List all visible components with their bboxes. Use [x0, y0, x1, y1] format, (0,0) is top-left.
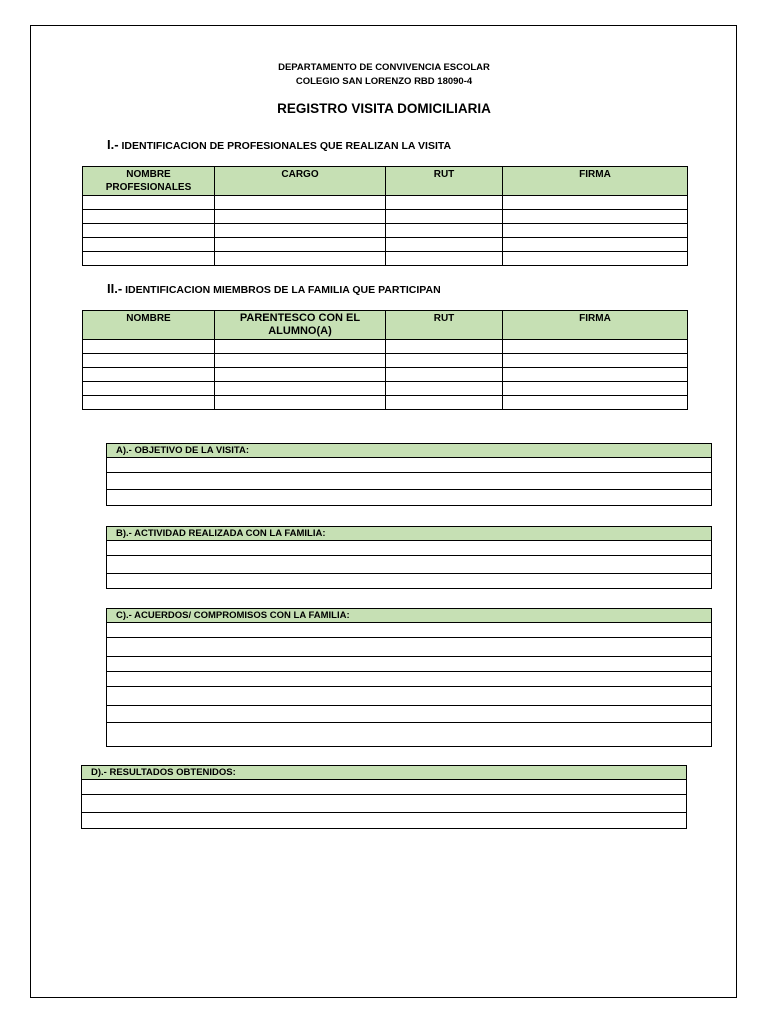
table-row — [83, 368, 688, 382]
table-header-row — [83, 311, 688, 340]
table-cell[interactable] — [215, 224, 386, 238]
column-header: FIRMA — [503, 311, 688, 340]
section1-heading-text: IDENTIFICACION DE PROFESIONALES QUE REALIZAN LA VISITA — [121, 140, 452, 152]
table-cell[interactable] — [503, 238, 688, 252]
table-cell[interactable] — [215, 210, 386, 224]
family-members-table — [82, 310, 688, 410]
table-cell[interactable] — [83, 340, 215, 354]
section2-heading — [107, 281, 441, 296]
table-row — [83, 238, 688, 252]
table-cell[interactable] — [83, 238, 215, 252]
section2-number: II.- — [107, 281, 123, 296]
table-cell[interactable] — [386, 368, 503, 382]
table-cell[interactable] — [83, 210, 215, 224]
section2-heading-text: IDENTIFICACION MIEMBROS DE LA FAMILIA QUE PARTICIPAN — [125, 284, 441, 296]
writing-line[interactable] — [107, 490, 711, 505]
writing-line[interactable] — [107, 706, 711, 723]
writing-line[interactable] — [82, 813, 686, 828]
family-activity-label: B).- ACTIVIDAD REALIZADA CON LA FAMILIA: — [107, 527, 711, 541]
table-cell[interactable] — [503, 196, 688, 210]
table-cell[interactable] — [83, 368, 215, 382]
column-header: PARENTESCO CON EL ALUMNO(A) — [215, 311, 386, 340]
section1-number: I.- — [107, 137, 119, 152]
table-cell[interactable] — [215, 368, 386, 382]
table-cell[interactable] — [215, 238, 386, 252]
table-cell[interactable] — [83, 382, 215, 396]
writing-line[interactable] — [107, 556, 711, 574]
table-row — [83, 210, 688, 224]
table-cell[interactable] — [83, 252, 215, 266]
writing-line[interactable] — [107, 574, 711, 588]
table-cell[interactable] — [83, 396, 215, 410]
table-cell[interactable] — [503, 382, 688, 396]
column-header: RUT — [386, 167, 503, 196]
table-cell[interactable] — [503, 396, 688, 410]
family-activity-box — [106, 526, 712, 589]
table-cell[interactable] — [386, 252, 503, 266]
table-cell[interactable] — [386, 224, 503, 238]
visit-objective-box — [106, 443, 712, 506]
results-label: D).- RESULTADOS OBTENIDOS: — [82, 766, 686, 780]
table-cell[interactable] — [386, 196, 503, 210]
table-cell[interactable] — [503, 210, 688, 224]
column-header: NOMBRE — [83, 311, 215, 340]
table-row — [83, 396, 688, 410]
table-row — [83, 224, 688, 238]
writing-line[interactable] — [107, 473, 711, 490]
writing-line[interactable] — [107, 458, 711, 473]
table-cell[interactable] — [503, 368, 688, 382]
table-header-row — [83, 167, 688, 196]
table-row — [83, 252, 688, 266]
table-cell[interactable] — [215, 382, 386, 396]
table-cell[interactable] — [386, 238, 503, 252]
table-cell[interactable] — [83, 224, 215, 238]
writing-line[interactable] — [107, 657, 711, 672]
table-cell[interactable] — [215, 252, 386, 266]
table-cell[interactable] — [386, 354, 503, 368]
table-cell[interactable] — [83, 196, 215, 210]
table-row — [83, 354, 688, 368]
results-box — [81, 765, 687, 829]
table-cell[interactable] — [215, 196, 386, 210]
table-row — [83, 340, 688, 354]
table-cell[interactable] — [503, 224, 688, 238]
agreements-label: C).- ACUERDOS/ COMPROMISOS CON LA FAMILIA: — [107, 609, 711, 623]
table-cell[interactable] — [215, 340, 386, 354]
writing-line[interactable] — [107, 623, 711, 638]
document-title: REGISTRO VISITA DOMICILIARIA — [277, 101, 491, 116]
table-cell[interactable] — [503, 354, 688, 368]
writing-line[interactable] — [82, 780, 686, 795]
department-name: DEPARTAMENTO DE CONVIVENCIA ESCOLAR — [278, 62, 490, 73]
writing-line[interactable] — [107, 638, 711, 657]
writing-line[interactable] — [107, 687, 711, 706]
section1-heading — [107, 137, 451, 152]
school-name: COLEGIO SAN LORENZO RBD 18090-4 — [295, 76, 473, 87]
table-cell[interactable] — [503, 252, 688, 266]
table-cell[interactable] — [503, 340, 688, 354]
column-header: CARGO — [215, 167, 386, 196]
professionals-table — [82, 166, 688, 266]
column-header: FIRMA — [503, 167, 688, 196]
table-row — [83, 196, 688, 210]
table-cell[interactable] — [386, 210, 503, 224]
table-cell[interactable] — [386, 382, 503, 396]
table-cell[interactable] — [386, 340, 503, 354]
writing-line[interactable] — [107, 672, 711, 687]
column-header: NOMBRE PROFESIONALES — [83, 167, 215, 196]
table-cell[interactable] — [386, 396, 503, 410]
agreements-box — [106, 608, 712, 747]
table-cell[interactable] — [215, 396, 386, 410]
column-header: RUT — [386, 311, 503, 340]
writing-line[interactable] — [107, 541, 711, 556]
table-row — [83, 382, 688, 396]
table-cell[interactable] — [83, 354, 215, 368]
writing-line[interactable] — [82, 795, 686, 813]
visit-objective-label: A).- OBJETIVO DE LA VISITA: — [107, 444, 711, 458]
writing-line[interactable] — [107, 723, 711, 746]
table-cell[interactable] — [215, 354, 386, 368]
